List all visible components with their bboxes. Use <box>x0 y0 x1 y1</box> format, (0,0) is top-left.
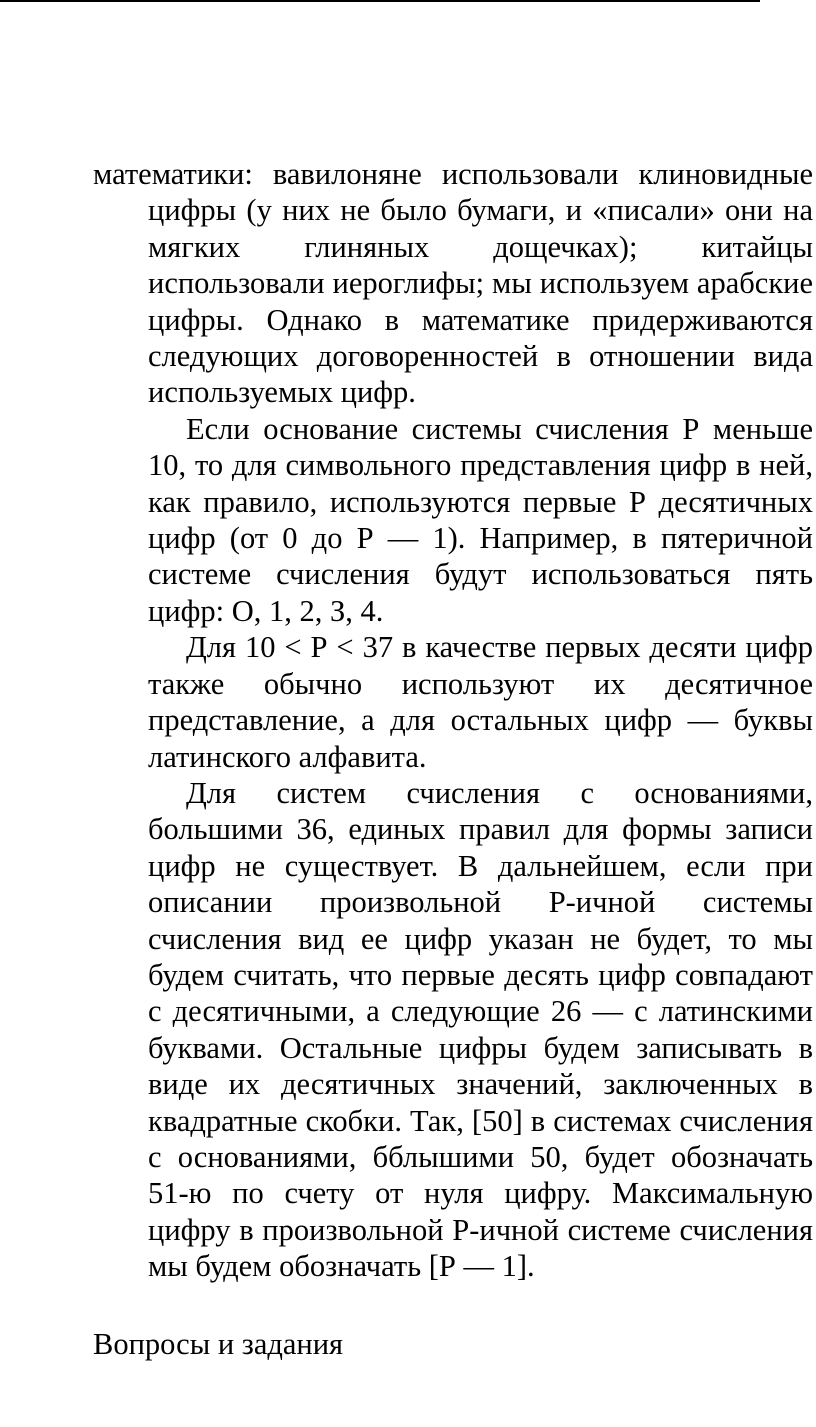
paragraph-1: математики: вавилоняне использовали клиновидные цифры (у них не было бумаги, и «писали» они на мягких глиняных дощечках); китайцы использовали иероглифы; мы используем арабские цифры. Однако в математике придерживаются следующих договоренностей в отношении вида используемых цифр. <box>93 157 813 410</box>
section-heading: Вопросы и задания <box>93 1326 344 1361</box>
paragraph-2: Если основание системы счисления Р меньше 10, то для символьного представления цифр в ней, как правило, используются первые Р десятичных цифр (от 0 до Р — 1). Например, в пятеричной системе счисления будут использоваться пять цифр: О, 1, 2, З, 4. <box>148 411 813 628</box>
paragraph-3: Для 10 < Р < 37 в качестве первых десяти цифр также обычно используют их десятичное представление, а для остальных цифр — буквы латинского алфавита. <box>148 630 813 774</box>
page-body <box>93 156 813 1362</box>
paragraph-4: Для систем счисления с основаниями, большими 36, единых правил для формы записи цифр не существует. В дальнейшем, если при описании произвольной Р-ичной системы счисления вид ее цифр указан не будет, то мы будем считать, что первые десять цифр совпадают с десятичными, а следующие 26 — с латинскими буквами. Остальные цифры будем записывать в виде их десятичных значений, заключенных в квадратные скобки. Так, [50] в системах счисления с основаниями, бблышими 50, будет обозначать 51-ю по счету от нуля цифру. Максимальную цифру в произвольной Р-ичной системе счисления мы будем обозначать [Р — 1]. <box>148 775 813 1284</box>
top-rule <box>0 0 760 2</box>
